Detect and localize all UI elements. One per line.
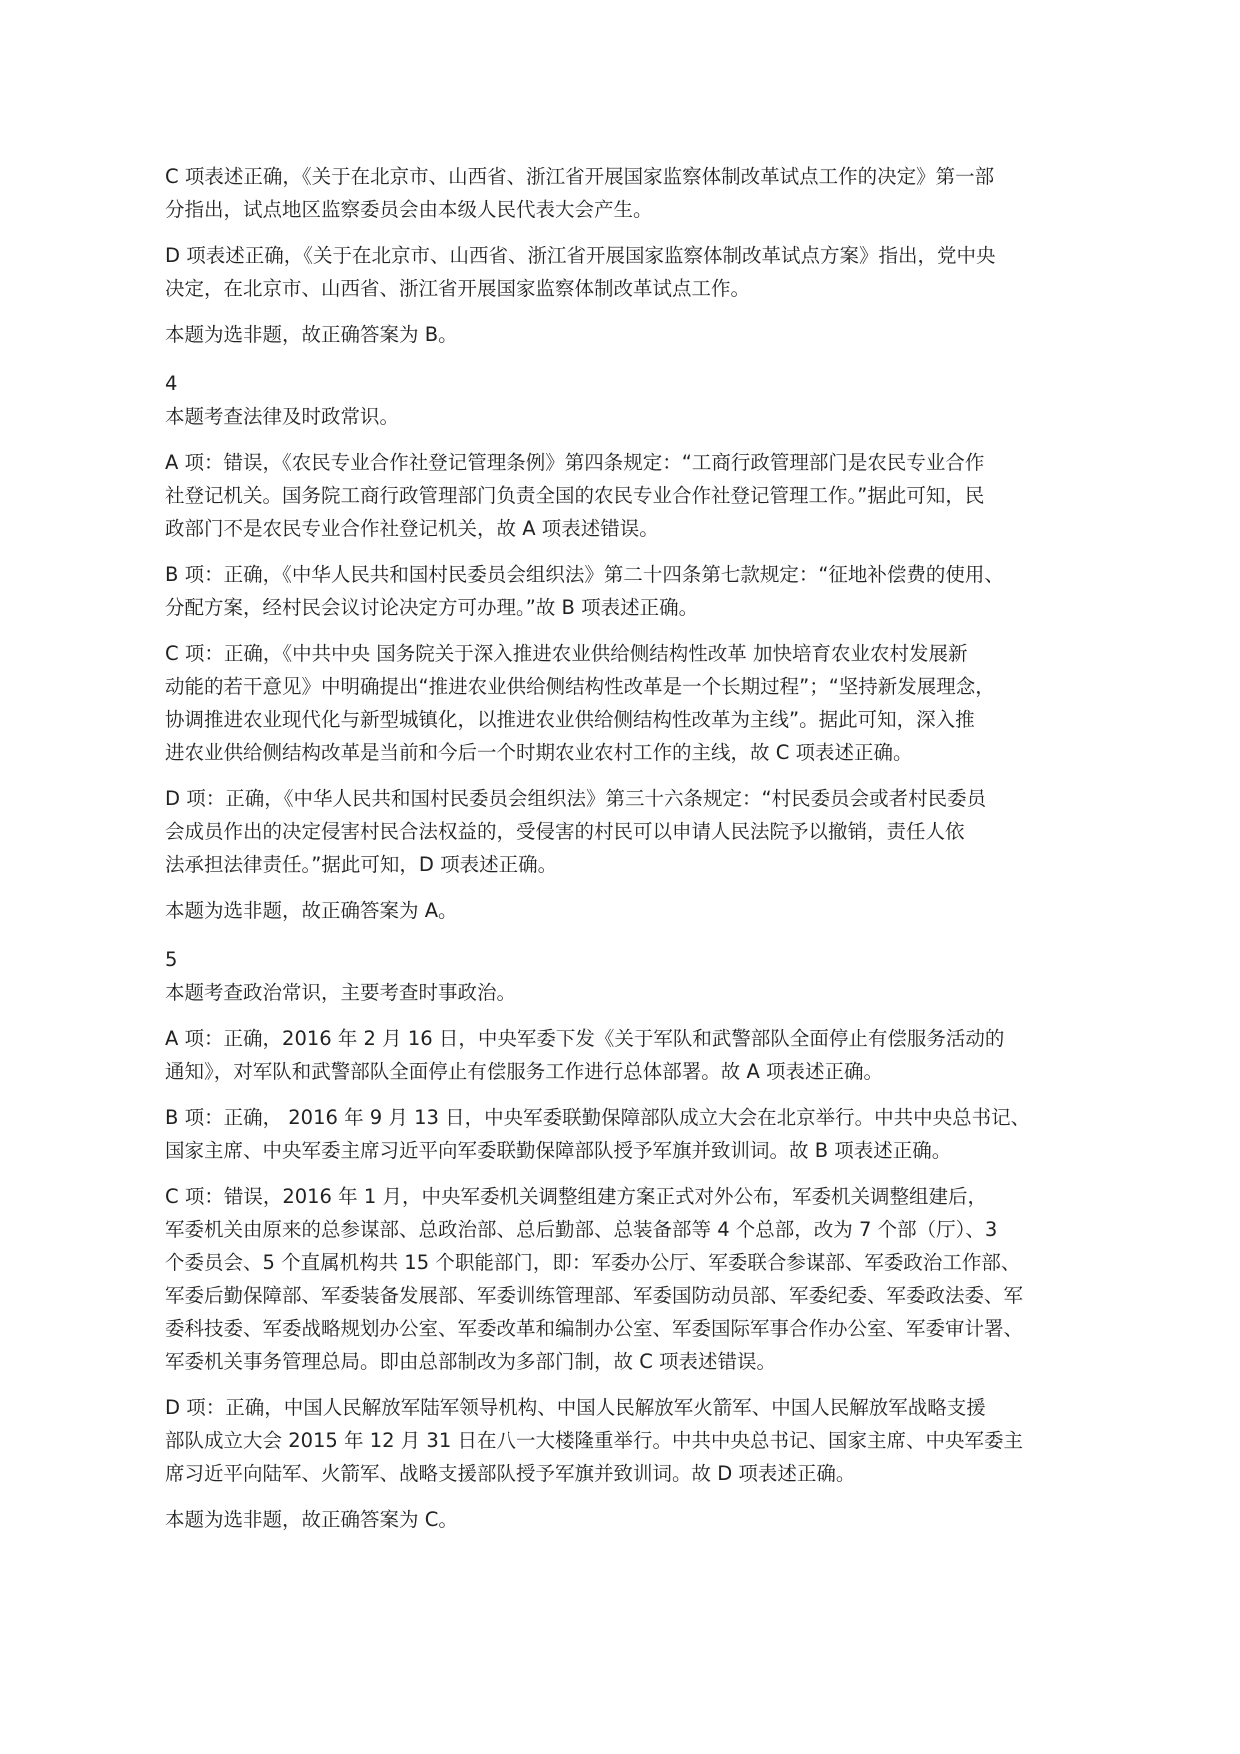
text-line: 本题为选非题，故正确答案为 A。 xyxy=(165,899,458,922)
text-line: 委科技委、军委战略规划办公室、军委改革和编制办公室、军委国际军事合作办公室、军委审计署、 xyxy=(165,1317,1024,1340)
text-line: 分指出，试点地区监察委员会由本级人民代表大会产生。 xyxy=(165,198,653,221)
text-line: 法承担法律责任。”据此可知，D 项表述正确。 xyxy=(165,853,558,876)
paragraph xyxy=(165,239,1095,305)
text-line: A 项：正确，2016 年 2 月 16 日，中央军委下发《关于军队和武警部队全面停止有偿服务活动的 xyxy=(165,1027,1005,1050)
paragraph xyxy=(165,400,1095,433)
text-line: 军委机关由原来的总参谋部、总政治部、总后勤部、总装备部等 4 个总部，改为 7 个部（厅）、3 xyxy=(165,1218,998,1241)
text-line: 本题考查法律及时政常识。 xyxy=(165,405,400,428)
question-number: 5 xyxy=(165,948,178,971)
text-line: C 项：错误，2016 年 1 月，中央军委机关调整组建方案正式对外公布，军委机关调整组建后， xyxy=(165,1185,987,1208)
text-line: 本题为选非题，故正确答案为 C。 xyxy=(165,1508,458,1531)
text-line: 本题考查政治常识，主要考查时事政治。 xyxy=(165,981,517,1004)
paragraph xyxy=(165,1101,1095,1167)
text-line: D 项：正确，《中华人民共和国村民委员会组织法》第三十六条规定：“村民委员会或者村民委员 xyxy=(165,787,987,810)
paragraph xyxy=(165,1022,1095,1088)
text-line: 军委后勤保障部、军委装备发展部、军委训练管理部、军委国防动员部、军委纪委、军委政法委、军 xyxy=(165,1284,1024,1307)
paragraph xyxy=(165,1503,1095,1536)
text-line: A 项：错误，《农民专业合作社登记管理条例》第四条规定：“工商行政管理部门是农民专业合作 xyxy=(165,451,985,474)
text-line: C 项：正确，《中共中央 国务院关于深入推进农业供给侧结构性改革 加快培育农业农村发展新 xyxy=(165,642,968,665)
question-number: 4 xyxy=(165,372,178,395)
text-line: 进农业供给侧结构改革是当前和今后一个时期农业农村工作的主线，故 C 项表述正确。 xyxy=(165,741,913,764)
text-line: 部队成立大会 2015 年 12 月 31 日在八一大楼隆重举行。中共中央总书记、国家主席、中央军委主 xyxy=(165,1429,1023,1452)
text-line: 军委机关事务管理总局。即由总部制改为多部门制，故 C 项表述错误。 xyxy=(165,1350,777,1373)
paragraph xyxy=(165,637,1095,769)
text-line: B 项：正确， 2016 年 9 月 13 日，中央军委联勤保障部队成立大会在北京举行。中共中央总书记、 xyxy=(165,1106,1031,1129)
text-line: C 项表述正确，《关于在北京市、山西省、浙江省开展国家监察体制改革试点工作的决定》第一部 xyxy=(165,165,995,188)
text-line: 社登记机关。国务院工商行政管理部门负责全国的农民专业合作社登记管理工作。”据此可知，民 xyxy=(165,484,985,507)
text-line: 国家主席、中央军委主席习近平向军委联勤保障部队授予军旗并致训词。故 B 项表述正确。 xyxy=(165,1139,952,1162)
text-line: 席习近平向陆军、火箭军、战略支援部队授予军旗并致训词。故 D 项表述正确。 xyxy=(165,1462,856,1485)
paragraph xyxy=(165,976,1095,1009)
text-line: 决定，在北京市、山西省、浙江省开展国家监察体制改革试点工作。 xyxy=(165,277,751,300)
paragraph xyxy=(165,1180,1095,1378)
paragraph xyxy=(165,446,1095,545)
paragraph xyxy=(165,1391,1095,1490)
text-line: 协调推进农业现代化与新型城镇化，以推进农业供给侧结构性改革为主线”。据此可知，深入推 xyxy=(165,708,975,731)
text-line: B 项：正确，《中华人民共和国村民委员会组织法》第二十四条第七款规定：“征地补偿费的使用、 xyxy=(165,563,1004,586)
document-page xyxy=(165,160,1095,1549)
paragraph xyxy=(165,782,1095,881)
text-line: 政部门不是农民专业合作社登记机关，故 A 项表述错误。 xyxy=(165,517,659,540)
text-line: 会成员作出的决定侵害村民合法权益的，受侵害的村民可以申请人民法院予以撤销，责任人依 xyxy=(165,820,965,843)
text-line: 个委员会、5 个直属机构共 15 个职能部门，即：军委办公厅、军委联合参谋部、军委政治工作部、 xyxy=(165,1251,1021,1274)
text-line: 本题为选非题，故正确答案为 B。 xyxy=(165,323,458,346)
text-line: 分配方案，经村民会议讨论决定方可办理。”故 B 项表述正确。 xyxy=(165,596,699,619)
text-line: D 项：正确，中国人民解放军陆军领导机构、中国人民解放军火箭军、中国人民解放军战略支援 xyxy=(165,1396,986,1419)
text-line: D 项表述正确，《关于在北京市、山西省、浙江省开展国家监察体制改革试点方案》指出，党中央 xyxy=(165,244,996,267)
paragraph xyxy=(165,894,1095,927)
paragraph xyxy=(165,160,1095,226)
paragraph xyxy=(165,558,1095,624)
text-line: 通知》，对军队和武警部队全面停止有偿服务工作进行总体部署。故 A 项表述正确。 xyxy=(165,1060,883,1083)
text-line: 动能的若干意见》中明确提出“推进农业供给侧结构性改革是一个长期过程”；“坚持新发展理念， xyxy=(165,675,995,698)
paragraph xyxy=(165,318,1095,351)
